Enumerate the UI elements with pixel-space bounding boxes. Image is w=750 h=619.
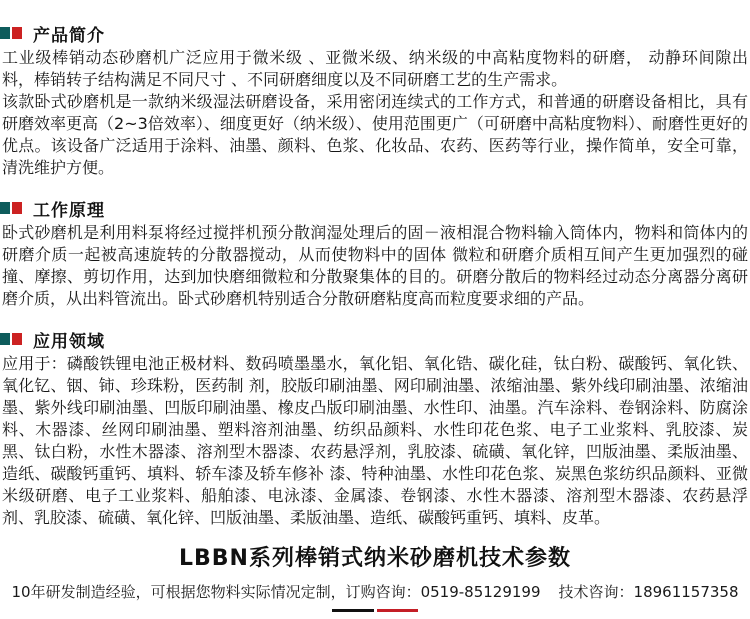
bullet-teal-icon: [0, 27, 10, 39]
section-title: 工作原理: [33, 200, 105, 221]
section-header: [2, 330, 748, 352]
bullet-teal-icon: [0, 333, 10, 345]
paragraph: 工业级棒销动态砂磨机广泛应用于微米级 、亚微米级、纳米级的中高粘度物料的研磨， 动静环间隙出料，棒销转子结构满足不同尺寸 、不同研磨细度以及不同研磨工艺的生产需求。: [2, 48, 748, 89]
section-header: [2, 199, 748, 221]
bullet-red-icon: [12, 202, 22, 214]
order-phone: 0519-85129199: [420, 583, 541, 601]
divider-red-segment: [377, 609, 418, 612]
product-description-page: [0, 24, 750, 612]
section-product-intro: [2, 24, 748, 179]
section-title: 应用领域: [33, 331, 105, 352]
tech-consult-label: 技术咨询：: [558, 583, 634, 601]
section-working-principle: [2, 199, 748, 310]
experience-text: 10年研发制造经验，可根据您物料实际情况定制，订购咨询：: [11, 583, 421, 601]
section-header: [2, 24, 748, 46]
bullet-teal-icon: [0, 202, 10, 214]
bullet-red-icon: [12, 27, 22, 39]
tech-phone: 18961157358: [633, 583, 739, 601]
tech-params-title: LBBN系列棒销式纳米砂磨机技术参数: [179, 546, 571, 571]
footer-divider: [2, 609, 748, 612]
section-body: [2, 47, 748, 179]
section-title: 产品简介: [33, 25, 105, 46]
paragraph: 应用于：磷酸铁锂电池正极材料、数码喷墨墨水，氧化铝、氧化锆、碳化硅，钛白粉、碳酸钙、氧化铁、氧化钇、铟、铈、珍珠粉，医药制 剂，胶版印刷油墨、网印刷油墨、浓缩油墨、紫外线印刷油墨、浓缩油墨、紫外线印刷油墨、凹版印刷油墨、橡皮凸版印刷油墨、水性印、油墨。汽车涂料、卷钢涂料、防腐涂料、木器漆、丝网印刷油墨、塑料溶剂油墨、纺织品颜料、水性印花色浆、电子工业浆料、乳胶漆、炭黑、钛白粉，水性木器漆、溶剂型木器漆、农药悬浮剂，乳胶漆、硫磺、氧化锌，凹版油墨、柔版油墨、造纸、碳酸钙重钙、填料、轿车漆及轿车修补 漆、特种油墨、水性印花色浆、炭黑色浆纺织品颜料、亚微米级研磨、电子工业浆料、船舶漆、电泳漆、金属漆、卷钢漆、水性木器漆、溶剂型木器漆、农药悬浮剂、乳胶漆、硫磺、氧化锌、凹版油墨、柔版油墨、造纸、碳酸钙重钙、填料、皮革。: [2, 354, 748, 527]
divider-black-segment: [332, 609, 374, 612]
bullet-red-icon: [12, 333, 22, 345]
section-application-fields: [2, 330, 748, 529]
paragraph: 该款卧式砂磨机是一款纳米级湿法研磨设备，采用密闭连续式的工作方式，和普通的研磨设备相比，具有研磨效率更高（2~3倍效率）、细度更好（纳米级）、使用范围更广（可研磨中高粘度物料）、耐磨性更好的优点。该设备广泛适用于涂料、油墨、颜料、色浆、化妆品、农药、医药等行业，操作简单，安全可靠，清洗维护方便。: [2, 92, 748, 177]
section-body: [2, 353, 748, 529]
section-body: [2, 222, 748, 310]
paragraph: 卧式砂磨机是利用料泵将经过搅拌机预分散润湿处理后的固－液相混合物料输入筒体内，物料和筒体内的研磨介质一起被高速旋转的分散器搅动，从而使物料中的固体 微粒和研磨介质相互间产生更加强烈的碰撞、摩擦、剪切作用，达到加快磨细微粒和分散聚集体的目的。研磨分散后的物料经过动态分离器分离研磨介质，从出料管流出。卧式砂磨机特别适合分散研磨粘度高而粒度要求细的产品。: [2, 223, 748, 308]
contact-line: [2, 582, 748, 602]
